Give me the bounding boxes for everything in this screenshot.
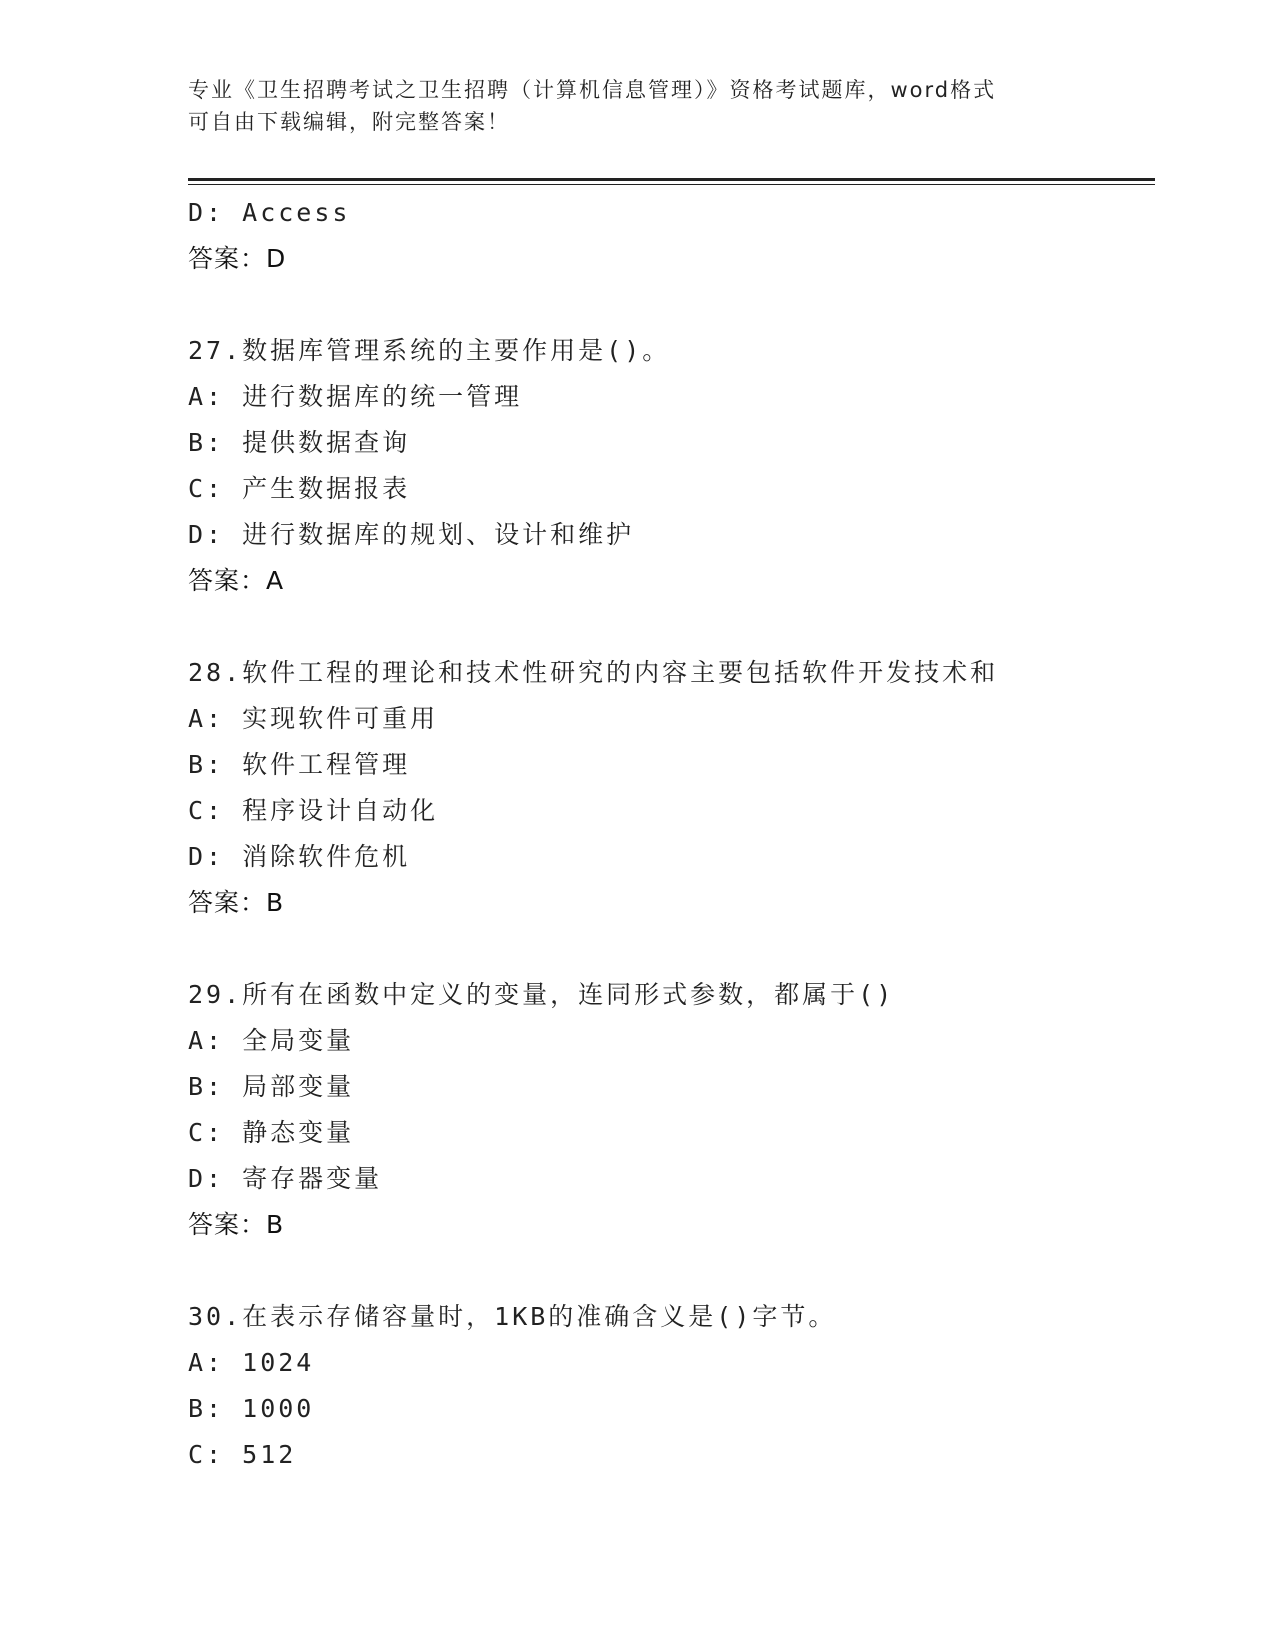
question-list xyxy=(188,190,1148,1478)
option-b: B: 提供数据查询 xyxy=(188,428,411,457)
option-c: C: 512 xyxy=(188,1440,297,1469)
spacer xyxy=(188,1248,1148,1294)
option-d: D: 寄存器变量 xyxy=(188,1164,383,1193)
option-a: A: 实现软件可重用 xyxy=(188,704,439,733)
question-stem: 30.在表示存储容量时，1KB的准确含义是()字节。 xyxy=(188,1302,837,1331)
option-a: A: 1024 xyxy=(188,1348,315,1377)
question-stem: 27.数据库管理系统的主要作用是()。 xyxy=(188,336,671,365)
question-stem: 29.所有在函数中定义的变量，连同形式参数，都属于() xyxy=(188,980,895,1009)
header-line-1: 专业《卫生招聘考试之卫生招聘（计算机信息管理）》资格考试题库，word格式 xyxy=(188,78,997,102)
answer-line: 答案：B xyxy=(188,888,285,917)
answer-line: 答案：D xyxy=(188,244,287,273)
answer-line: 答案：A xyxy=(188,566,285,595)
page-header xyxy=(188,74,1088,138)
answer-line: 答案：B xyxy=(188,1210,285,1239)
header-divider-thin xyxy=(188,184,1155,185)
option-b: B: 局部变量 xyxy=(188,1072,355,1101)
option-a: A: 进行数据库的统一管理 xyxy=(188,382,523,411)
spacer xyxy=(188,604,1148,650)
question-block-27 xyxy=(188,328,1148,604)
option-d: D: Access xyxy=(188,198,351,227)
option-b: B: 软件工程管理 xyxy=(188,750,411,779)
option-d: D: 消除软件危机 xyxy=(188,842,411,871)
option-c: C: 产生数据报表 xyxy=(188,474,411,503)
header-divider-thick xyxy=(188,178,1155,181)
question-block-29 xyxy=(188,972,1148,1248)
header-line-2: 可自由下载编辑，附完整答案！ xyxy=(188,110,510,134)
option-a: A: 全局变量 xyxy=(188,1026,355,1055)
question-stem: 28.软件工程的理论和技术性研究的内容主要包括软件开发技术和 xyxy=(188,658,999,687)
option-d: D: 进行数据库的规划、设计和维护 xyxy=(188,520,635,549)
spacer xyxy=(188,282,1148,328)
option-c: C: 静态变量 xyxy=(188,1118,355,1147)
option-b: B: 1000 xyxy=(188,1394,315,1423)
question-block-28 xyxy=(188,650,1148,926)
option-c: C: 程序设计自动化 xyxy=(188,796,439,825)
question-block-30 xyxy=(188,1294,1148,1478)
spacer xyxy=(188,926,1148,972)
